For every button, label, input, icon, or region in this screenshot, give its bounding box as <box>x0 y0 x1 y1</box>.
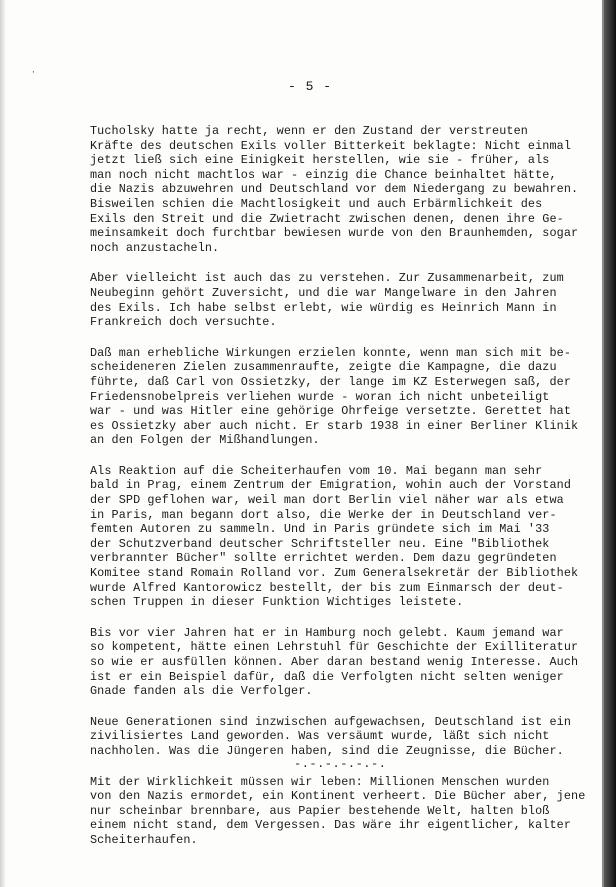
text-line: Gnade fanden als die Verfolger. <box>90 684 313 699</box>
text-line: Kräfte des deutschen Exils voller Bitterkeit beklagte: Nicht einmal <box>90 138 572 153</box>
text-line: zivilisiertes Land geworden. Was versäumt wurde, läßt sich nicht <box>90 729 550 744</box>
text-line: nachholen. Was die Jüngeren haben, sind die Zeugnisse, die Bücher. <box>90 743 564 758</box>
scan-edge-right <box>604 0 616 887</box>
text-line: Friedensnobelpreis verliehen wurde - woran ich nicht unbeteiligt <box>90 389 550 404</box>
text-line: wurde Alfred Kantorowicz bestellt, der bis zum Einmarsch der deut- <box>90 580 564 595</box>
text-line: man noch nicht machtlos war - einzig die Chance beinhaltet hätte, <box>90 167 557 182</box>
text-line: scheideneren Zielen zusammenraufte, zeigte die Kampagne, die dazu <box>90 360 557 375</box>
text-line: nur scheinbar brennbare, aus Papier bestehende Welt, halten bloß <box>90 803 550 818</box>
text-line: so wie er ausfüllen können. Aber daran bestand wenig Interesse. Auch <box>90 655 579 669</box>
text-line: Daß man erhebliche Wirkungen erzielen konnte, wenn man sich mit be- <box>90 345 572 360</box>
text-line: Frankreich doch versuchte. <box>90 315 277 330</box>
text-line: Bisweilen schien die Machtlosigkeit und auch Erbärmlichkeit des <box>90 196 543 211</box>
text-line: der Schutzverband deutscher Schriftsteller neu. Eine "Bibliothek <box>90 536 550 551</box>
text-line: des Exils. Ich habe selbst erlebt, wie würdig es Heinrich Mann in <box>90 300 557 315</box>
text-line: Als Reaktion auf die Scheiterhaufen vom 10. Mai begann man sehr <box>90 463 543 478</box>
text-line: femten Autoren zu sammeln. Und in Paris gründete sich im Mai '33 <box>90 522 550 537</box>
text-line: schen Truppen in dieser Funktion Wichtiges leistete. <box>90 595 464 610</box>
text-line: in Paris, man begann dort also, die Werke der in Deutschland ver- <box>90 507 557 522</box>
text-line: einem nicht stand, dem Vergessen. Das wäre ihr eigentlicher, kalter <box>90 818 572 833</box>
paragraph <box>90 715 592 759</box>
text-line: Mit der Wirklichkeit müssen wir leben: Millionen Menschen wurden <box>90 774 550 789</box>
text-line: bald in Prag, einem Zentrum der Emigration, wohin auch der Vorstand <box>90 478 572 493</box>
text-line: von den Nazis ermordet, ein Kontinent verheert. Die Bücher aber, jene <box>90 789 586 804</box>
text-line: Aber vielleicht ist auch das zu verstehen. Zur Zusammenarbeit, zum <box>90 271 564 286</box>
text-line: meinsamkeit doch furchtbar bewiesen wurde von den Braunhemden, sogar <box>90 226 579 241</box>
text-line: Scheiterhaufen. <box>90 832 198 847</box>
text-line: noch anzustacheln. <box>90 240 220 255</box>
text-line: führte, daß Carl von Ossietzky, der lange im KZ Esterwegen saß, der <box>90 374 572 389</box>
body-text <box>90 124 592 864</box>
text-line: an den Folgen der Mißhandlungen. <box>90 433 320 448</box>
text-line: Neubeginn gehört Zuversicht, und die war Mangelware in den Jahren <box>90 285 557 300</box>
text-line: Neue Generationen sind inzwischen aufgewachsen, Deutschland ist ein <box>90 714 572 729</box>
paragraph <box>90 271 592 329</box>
text-line: der SPD geflohen war, weil man dort Berlin viel näher war als etwa <box>90 493 564 508</box>
page-number: - 5 - <box>287 79 332 94</box>
text-line: Komitee stand Romain Rolland vor. Zum Generalsekretär der Bibliothek <box>90 566 579 581</box>
paragraph <box>90 626 592 699</box>
end-mark: -.-.-.-.-.-. <box>294 757 387 771</box>
text-line: war - und was Hitler eine gehörige Ohrfeige versetzte. Gerettet hat <box>90 404 572 419</box>
paragraph <box>90 775 592 848</box>
scan-speck: · <box>31 68 36 77</box>
text-line: jetzt ließ sich eine Einigkeit herstellen, wie sie - früher, als <box>90 153 550 168</box>
text-line: Exils den Streit und die Zwietracht zwischen denen, denen ihre Ge- <box>90 211 564 226</box>
paragraph <box>90 346 592 448</box>
scan-edge-left <box>0 0 6 887</box>
paragraph <box>90 124 592 255</box>
text-line: so kompetent, hätte einen Lehrstuhl für Geschichte der Exilliteratur <box>90 640 579 655</box>
text-line: Bis vor vier Jahren hat er in Hamburg noch gelebt. Kaum jemand war <box>90 625 564 640</box>
paragraph <box>90 464 592 610</box>
text-line: die Nazis abzuwehren und Deutschland vor dem Niedergang zu bewahren. <box>90 182 579 197</box>
text-line: verbrannter Bücher" sollte errichtet werden. Dem dazu gegründeten <box>90 551 557 566</box>
text-line: Tucholsky hatte ja recht, wenn er den Zustand der verstreuten <box>90 124 528 138</box>
text-line: es Ossietzky aber auch nicht. Er starb 1938 in einer Berliner Klinik <box>90 418 579 433</box>
text-line: ist er ein Beispiel dafür, daß die Verfolgten nicht selten weniger <box>90 669 564 684</box>
